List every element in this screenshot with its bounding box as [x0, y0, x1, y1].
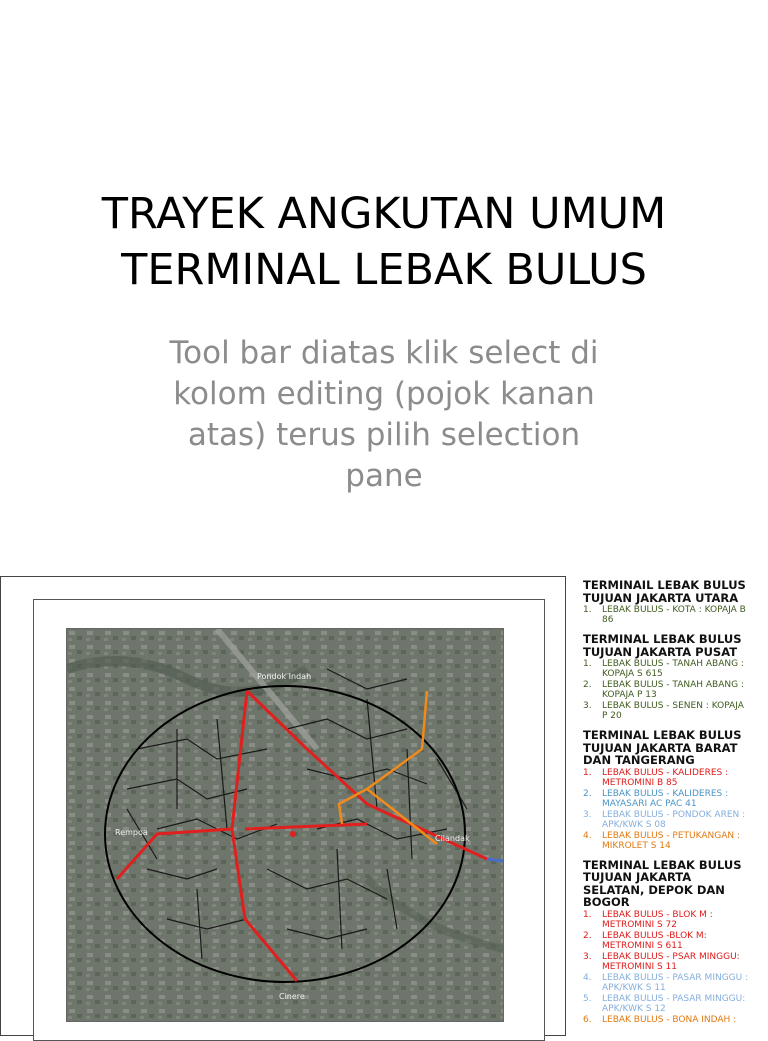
item-number: 3. — [583, 951, 592, 962]
legend-item — [583, 973, 768, 993]
legend-item — [583, 789, 768, 809]
legend-item — [583, 831, 768, 851]
item-text: LEBAK BULUS - PASAR MINGGU: — [602, 993, 746, 1004]
legend-header-jakarta-selatan — [583, 859, 768, 909]
label-pondok-indah: Pondok Indah — [257, 672, 312, 681]
item-text: LEBAK BULUS - PASAR MINGGU : — [602, 972, 749, 983]
item-text: LEBAK BULUS -BLOK M: — [602, 930, 707, 941]
legend-item — [583, 952, 768, 972]
item-number: 1. — [583, 767, 592, 778]
item-text: LEBAK BULUS - PSAR MINGGU: — [602, 951, 740, 962]
item-number: 4. — [583, 830, 592, 841]
legend-item — [583, 910, 768, 930]
item-text: LEBAK BULUS - KALIDERES : — [602, 788, 729, 799]
item-number: 2. — [583, 930, 592, 941]
item-number: 2. — [583, 788, 592, 799]
item-text: LEBAK BULUS - TANAH ABANG : — [602, 659, 744, 669]
route-map — [66, 628, 504, 1022]
slide-subtitle — [110, 333, 658, 497]
item-text: KOPAJA S 615 — [602, 669, 663, 679]
item-text: LEBAK BULUS - PONDOK AREN : — [602, 809, 746, 820]
legend-item — [583, 810, 768, 830]
legend-item — [583, 1015, 768, 1025]
route-legend — [583, 579, 768, 1025]
legend-header-jakarta-pusat — [583, 633, 768, 658]
legend-item — [583, 994, 768, 1014]
item-number: 1. — [583, 909, 592, 920]
item-text: LEBAK BULUS - KALIDERES : — [602, 767, 729, 778]
title-line-2: TERMINAL LEBAK BULUS — [121, 245, 647, 295]
label-rempoa: Rempoa — [115, 828, 148, 837]
item-text: APK/KWK S 11 — [602, 982, 666, 993]
title-line-1: TRAYEK ANGKUTAN UMUM — [101, 189, 667, 239]
item-text: LEBAK BULUS - BONA INDAH : — [602, 1014, 737, 1025]
legend-header-jakarta-utara — [583, 579, 768, 604]
legend-item — [583, 768, 768, 788]
legend-item — [583, 931, 768, 951]
header-line: TERMINAL LEBAK BULUS — [583, 857, 742, 872]
route-blue — [487, 859, 503, 861]
legend-item — [583, 680, 768, 700]
item-number: 6. — [583, 1014, 592, 1025]
map-image-frame — [0, 576, 566, 1036]
header-line: TUJUAN JAKARTA — [583, 870, 692, 884]
subtitle-line-3: atas) terus pilih selection — [187, 417, 581, 453]
header-line: BOGOR — [583, 895, 630, 909]
subtitle-line-4: pane — [345, 458, 423, 494]
header-line: TERMINAL LEBAK BULUS — [583, 728, 742, 742]
item-text: LEBAK BULUS - PETUKANGAN : — [602, 830, 740, 841]
item-text: METROMINI B 85 — [602, 777, 678, 788]
item-number: 1. — [583, 605, 592, 615]
legend-item — [583, 659, 768, 679]
item-text: LEBAK BULUS - SENEN : KOPAJA — [602, 701, 744, 711]
item-text: METROMINI S 611 — [602, 940, 683, 951]
header-line: TUJUAN JAKARTA PUSAT — [583, 644, 738, 659]
item-text: MAYASARI AC PAC 41 — [602, 798, 697, 809]
subtitle-line-1: Tool bar diatas klik select di — [169, 335, 599, 371]
label-cilandak: Cilandak — [435, 834, 470, 843]
map-inner-border — [33, 599, 545, 1041]
route-map-svg — [67, 629, 503, 1021]
header-line: DAN TANGERANG — [583, 753, 695, 767]
label-cinere: Cinere — [279, 992, 305, 1001]
header-line: TERMINAIL LEBAK BULUS — [583, 578, 746, 592]
item-number: 4. — [583, 972, 592, 983]
item-text: METROMINI S 11 — [602, 961, 677, 972]
item-text: LEBAK BULUS - KOTA : KOPAJA B — [602, 605, 746, 615]
item-text: MIKROLET S 14 — [602, 840, 671, 851]
legend-header-jakarta-barat — [583, 729, 768, 767]
item-text: 86 — [602, 615, 614, 625]
header-line: TUJUAN JAKARTA UTARA — [583, 590, 739, 605]
header-line: TERMINAL LEBAK BULUS — [583, 632, 742, 646]
subtitle-line-2: kolom editing (pojok kanan — [173, 376, 595, 412]
legend-item — [583, 605, 768, 625]
header-line: TUJUAN JAKARTA BARAT — [583, 740, 738, 755]
item-text: LEBAK BULUS - BLOK M : — [602, 909, 713, 920]
item-text: P 20 — [602, 711, 622, 721]
item-text: METROMINI S 72 — [602, 919, 677, 930]
item-text: APK/KWK S 12 — [602, 1003, 666, 1014]
item-text: APK/KWK S 08 — [602, 819, 666, 830]
legend-item — [583, 701, 768, 721]
slide-title — [0, 186, 768, 298]
satellite-background — [67, 629, 503, 1021]
item-number: 3. — [583, 701, 592, 711]
header-line: SELATAN, DEPOK DAN — [583, 882, 725, 897]
item-text: KOPAJA P 13 — [602, 690, 657, 700]
item-number: 2. — [583, 680, 592, 690]
item-number: 1. — [583, 659, 592, 669]
item-number: 5. — [583, 993, 592, 1004]
terminal-marker — [290, 831, 296, 837]
item-text: LEBAK BULUS - TANAH ABANG : — [602, 680, 744, 690]
item-number: 3. — [583, 809, 592, 820]
